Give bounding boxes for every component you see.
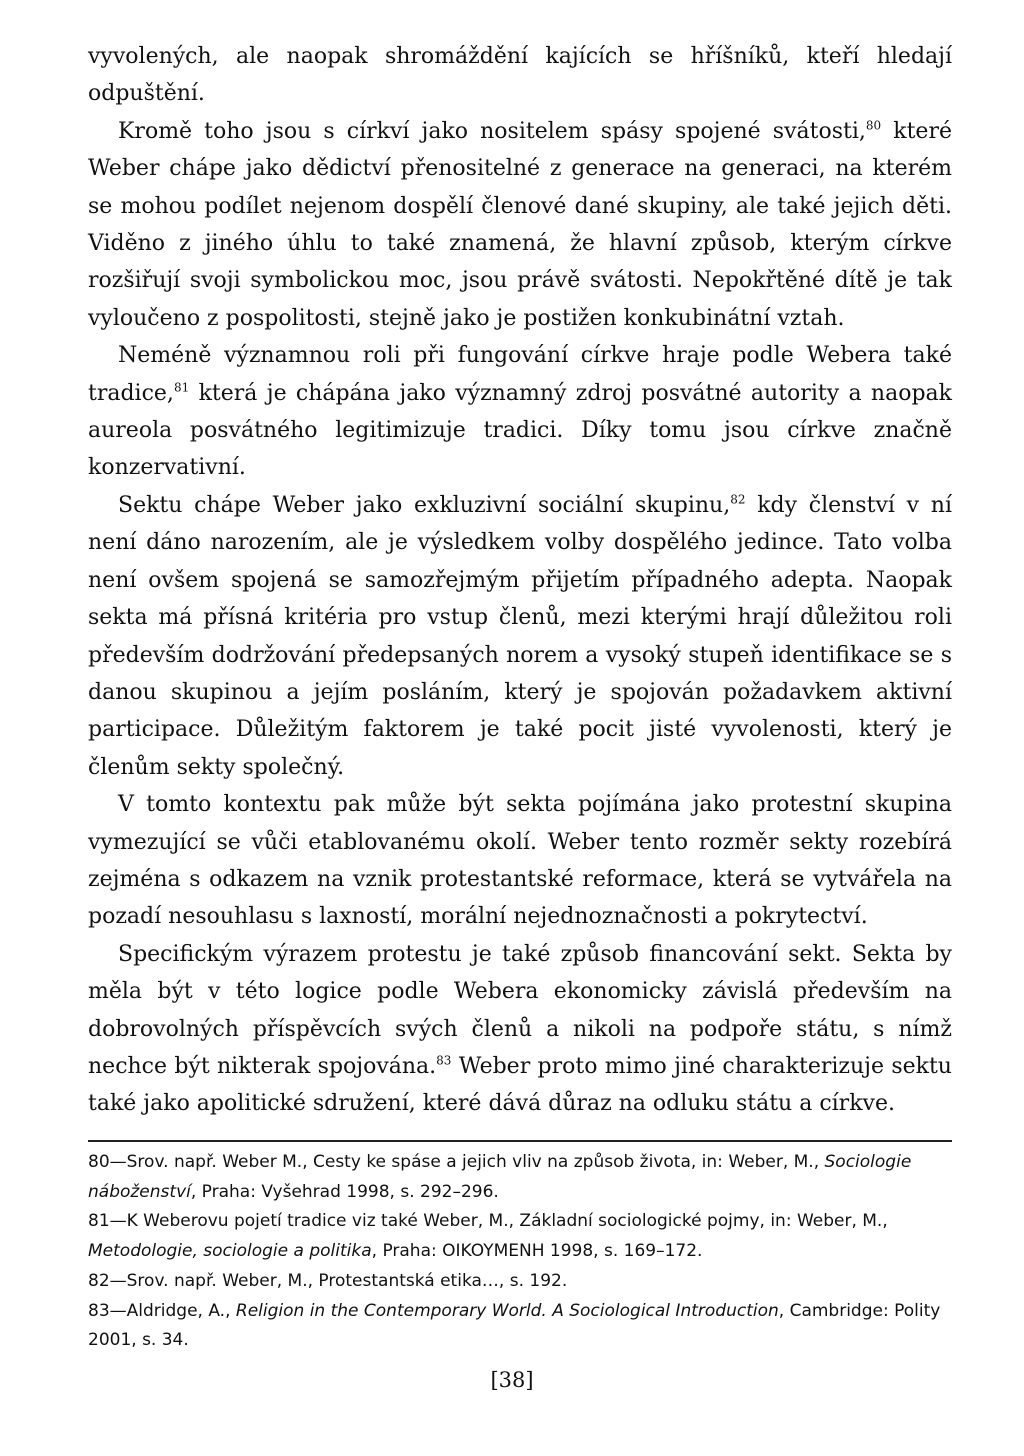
footnote-title: Religion in the Contemporary World. A Sociological Introduction [235,1300,779,1321]
body-text [88,38,952,1123]
footnote-title: Metodologie, sociologie a politika [88,1241,372,1262]
paragraph-text: kdy členství v ní není dáno narozením, ale je výsledkem volby dospělého jedince. Tato volba není ovšem spojená se samozřejmým přijetím případného adepta. Naopak sekta má přísná kritéria pro vstup členů, mezi kterými hrají důležitou roli především dodržování předepsaných norem a vysoký stupeň identifikace se s danou skupinou a jejím posláním, který je spojován požadavkem aktivní participace. Důležitým faktorem je také pocit jisté vyvolenosti, který je členům sekty společný. [88,492,952,780]
footnote-ref-82[interactable]: 82 [730,492,746,507]
paragraph-text: Weber proto mimo jiné charakterizuje sektu také jako apolitické sdružení, které dává důraz na odluku státu a církve. [88,1053,952,1117]
paragraph-text: Sektu chápe Weber jako exkluzivní sociální skupinu, [118,492,731,518]
footnote-80 [88,1148,952,1207]
footnote-text: , Praha: Vyšehrad 1998, s. 292–296. [190,1181,499,1202]
paragraph-text: které Weber chápe jako dědictví přenositelné z generace na generaci, na kterém se mohou podílet nejenom dospělí členové dané skupiny, ale také jejich děti. Viděno z jiného úhlu to také znamená, že hlavní způsob, kterým církve rozšiřují svoji symbolickou moc, jsou právě svátosti. Nepokřtěné dítě je tak vyloučeno z pospolitosti, stejně jako je postižen konkubinátní vztah. [88,118,952,331]
paragraph-5 [88,786,952,936]
footnote-text: 80—Srov. např. Weber M., Cesty ke spáse a jejich vliv na způsob života, in: Weber, M., [88,1152,825,1172]
paragraph-text: Neméně významnou roli při fungování církve hraje podle Webera také tradice, [88,343,952,406]
footnote-divider [88,1140,952,1142]
footnote-text: , Cambridge: Polity 2001, s. 34. [88,1300,941,1351]
footnote-ref-83[interactable]: 83 [436,1053,452,1068]
footnote-83 [88,1297,952,1356]
paragraph-text: Kromě toho jsou s církví jako nositelem spásy spojené svátosti, [118,118,866,144]
footnote-ref-81[interactable]: 81 [173,380,190,395]
footnote-title: Sociologie náboženství [88,1152,912,1202]
footnote-text: 81—K Weberovu pojetí tradice viz také Weber, M., Základní sociologické pojmy, in: Weber, M., [88,1211,888,1232]
paragraph-text: vyvolených, ale naopak shromáždění kajících se hříšníků, kteří hledají odpuštění. [88,44,952,107]
footnote-ref-80[interactable]: 80 [865,118,882,133]
paragraph-3 [88,337,952,487]
paragraph-6 [88,936,952,1123]
footnote-text: , Praha: OIKOYMENH 1998, s. 169–172. [371,1241,703,1262]
paragraph-4 [88,487,952,786]
paragraph-text: V tomto kontextu pak může být sekta pojímána jako protestní skupina vymezující se vůči etablovanému okolí. Weber tento rozměr sekty rozebírá zejména s odkazem na vznik protestantské reformace, která se vytvářela na pozadí nesouhlasu s laxností, morální nejednoznačnosti a pokrytectví. [88,792,952,930]
paragraph-text: která je chápána jako významný zdroj posvátné autority a naopak aureola posvátného legitimizuje tradici. Díky tomu jsou církve značně konzervativní. [88,380,952,481]
main-text [88,38,952,1123]
footnote-text: 82—Srov. např. Weber, M., Protestantská etika…, s. 192. [88,1270,568,1291]
footnote-82 [88,1267,952,1297]
footnote-text: 83—Aldridge, A., [88,1300,236,1321]
paragraph-text: Specifickým výrazem protestu je také způsob financování sekt. Sekta by měla být v této logice podle Webera ekonomicky závislá především na dobrovolných příspěvcích svých členů a nikoli na podpoře státu, s nímž nechce být nikterak spojována. [88,941,952,1079]
page-number: [38] [490,1368,534,1392]
paragraph-2 [88,113,952,337]
paragraph-1 [88,38,952,113]
footnote-81 [88,1207,952,1266]
footnotes [88,1148,952,1356]
